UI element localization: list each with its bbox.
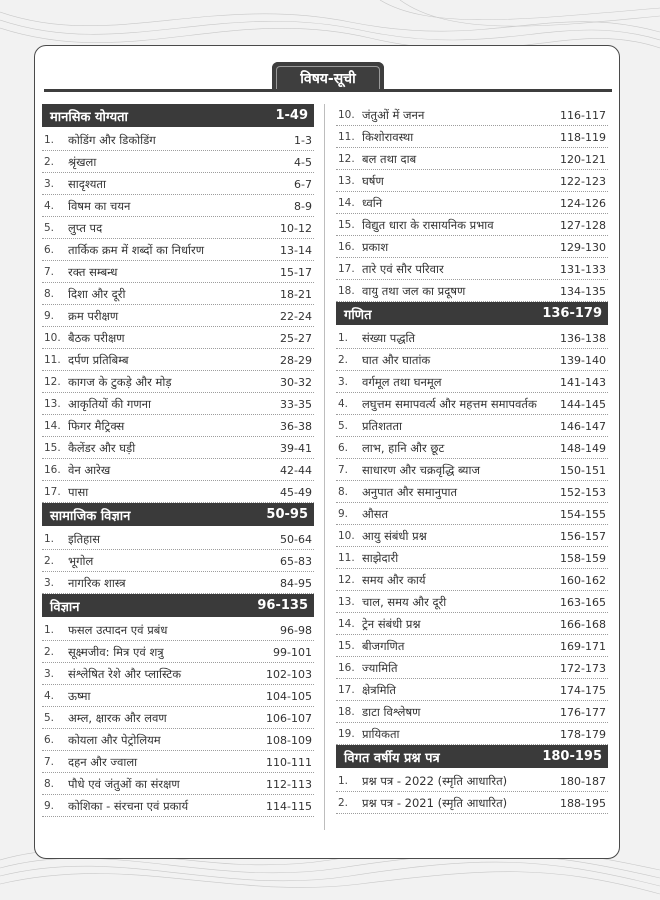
entry-pages: 102-103 [266, 667, 312, 681]
entry-number: 8. [44, 778, 55, 790]
entry-pages: 146-147 [560, 419, 606, 433]
entry-number: 17. [44, 486, 61, 498]
entry-number: 1. [338, 775, 349, 787]
section-page-range: 50-95 [266, 507, 308, 522]
section-heading [336, 302, 608, 325]
entry-pages: 112-113 [266, 777, 312, 791]
entry-title: वर्गमूल तथा घनमूल [362, 374, 442, 389]
toc-entry [336, 148, 608, 170]
entry-number: 4. [44, 690, 55, 702]
toc-entry [336, 214, 608, 236]
entry-number: 3. [338, 376, 349, 388]
entry-title: बल तथा दाब [362, 151, 417, 166]
entry-title: लघुत्तम समापवर्त्य और महत्तम समापवर्तक [362, 396, 537, 411]
toc-entry [336, 591, 608, 613]
entry-number: 12. [338, 574, 355, 586]
toc-entry [42, 283, 314, 305]
entry-pages: 172-173 [560, 661, 606, 675]
entry-title: क्षेत्रमिति [362, 682, 396, 697]
entry-title: औसत [362, 506, 389, 521]
entry-title: कोयला और पेट्रोलियम [68, 732, 161, 747]
toc-entry [336, 547, 608, 569]
entry-number: 9. [44, 310, 55, 322]
entry-pages: 84-95 [280, 576, 312, 590]
toc-entry [42, 437, 314, 459]
entry-pages: 150-151 [560, 463, 606, 477]
entry-number: 1. [338, 332, 349, 344]
entry-title: प्रश्न पत्र - 2021 (स्मृति आधारित) [362, 795, 508, 810]
entry-number: 1. [44, 533, 55, 545]
entry-pages: 152-153 [560, 485, 606, 499]
entry-title: प्रतिशतता [362, 418, 402, 433]
entry-title: घात और घातांक [362, 352, 431, 367]
entry-pages: 110-111 [266, 755, 312, 769]
toc-entry [42, 217, 314, 239]
entry-pages: 148-149 [560, 441, 606, 455]
entry-pages: 139-140 [560, 353, 606, 367]
entry-title: अनुपात और समानुपात [362, 484, 458, 499]
toc-entry [336, 170, 608, 192]
entry-title: डाटा विश्लेषण [362, 704, 421, 719]
entry-number: 18. [338, 285, 355, 297]
entry-title: भूगोल [68, 553, 94, 568]
entry-number: 16. [44, 464, 61, 476]
entry-pages: 114-115 [266, 799, 312, 813]
entry-number: 3. [44, 178, 55, 190]
left-column [42, 104, 314, 817]
entry-pages: 106-107 [266, 711, 312, 725]
toc-entry [336, 349, 608, 371]
entry-number: 13. [338, 175, 355, 187]
entry-number: 10. [338, 530, 355, 542]
toc-entry [336, 327, 608, 349]
toc-entry [42, 619, 314, 641]
toc-entry [336, 635, 608, 657]
entry-number: 9. [338, 508, 349, 520]
toc-entry [336, 613, 608, 635]
entry-pages: 178-179 [560, 727, 606, 741]
toc-entry [336, 770, 608, 792]
entry-pages: 30-32 [280, 375, 312, 389]
toc-entry [42, 349, 314, 371]
entry-pages: 108-109 [266, 733, 312, 747]
toc-entry [336, 569, 608, 591]
toc-entry [42, 129, 314, 151]
toc-entry [336, 657, 608, 679]
entry-title: ध्वनि [362, 195, 383, 210]
toc-entry [336, 503, 608, 525]
toc-entry [336, 371, 608, 393]
entry-title: दहन और ज्वाला [68, 754, 138, 769]
entry-title: प्रायिकता [362, 726, 400, 741]
entry-number: 3. [44, 668, 55, 680]
entry-pages: 136-138 [560, 331, 606, 345]
entry-title: रक्त सम्बन्ध [68, 264, 118, 279]
toc-entry [42, 151, 314, 173]
toc-entry [42, 528, 314, 550]
toc-entry [336, 525, 608, 547]
entry-number: 17. [338, 684, 355, 696]
entry-number: 19. [338, 728, 355, 740]
entry-pages: 10-12 [280, 221, 312, 235]
toc-entry [336, 679, 608, 701]
entry-title: वेन आरेख [68, 462, 111, 477]
toc-entry [42, 239, 314, 261]
entry-title: अम्ल, क्षारक और लवण [68, 710, 167, 725]
entry-number: 1. [44, 134, 55, 146]
entry-number: 11. [338, 131, 355, 143]
toc-entry [42, 305, 314, 327]
entry-number: 14. [338, 197, 355, 209]
entry-title: सादृश्यता [68, 176, 106, 191]
entry-title: पौधे एवं जंतुओं का संरक्षण [68, 776, 180, 791]
toc-entry [42, 795, 314, 817]
entry-number: 1. [44, 624, 55, 636]
entry-title: फिगर मैट्रिक्स [68, 418, 125, 433]
entry-number: 13. [44, 398, 61, 410]
entry-pages: 65-83 [280, 554, 312, 568]
entry-pages: 144-145 [560, 397, 606, 411]
toc-entry [336, 236, 608, 258]
entry-number: 12. [338, 153, 355, 165]
entry-title: ज्यामिति [362, 660, 398, 675]
entry-title: ऊष्मा [68, 688, 91, 703]
entry-title: प्रकाश [362, 239, 389, 254]
entry-number: 5. [44, 712, 55, 724]
entry-pages: 42-44 [280, 463, 312, 477]
entry-number: 15. [338, 640, 355, 652]
entry-title: चाल, समय और दूरी [362, 594, 447, 609]
entry-number: 10. [338, 109, 355, 121]
entry-title: पासा [68, 484, 89, 499]
entry-pages: 122-123 [560, 174, 606, 188]
toc-entry [336, 104, 608, 126]
entry-number: 13. [338, 596, 355, 608]
toc-entry [42, 773, 314, 795]
entry-title: नागरिक शास्त्र [68, 575, 126, 590]
toc-entry [336, 280, 608, 302]
entry-number: 7. [44, 756, 55, 768]
toc-entry [336, 701, 608, 723]
entry-title: तार्किक क्रम में शब्दों का निर्धारण [68, 242, 205, 257]
entry-pages: 96-98 [280, 623, 312, 637]
entry-number: 6. [44, 244, 55, 256]
title-rule [44, 89, 612, 92]
entry-title: विद्युत धारा के रासायनिक प्रभाव [362, 217, 494, 232]
entry-title: किशोरावस्था [362, 129, 414, 144]
toc-entry [42, 173, 314, 195]
entry-title: साधारण और चक्रवृद्धि ब्याज [362, 462, 480, 477]
entry-number: 16. [338, 662, 355, 674]
entry-pages: 45-49 [280, 485, 312, 499]
page-title: विषय-सूची [276, 66, 380, 90]
entry-number: 14. [44, 420, 61, 432]
entry-pages: 166-168 [560, 617, 606, 631]
entry-title: वायु तथा जल का प्रदूषण [362, 283, 466, 298]
entry-number: 7. [338, 464, 349, 476]
entry-pages: 4-5 [294, 155, 312, 169]
entry-pages: 15-17 [280, 265, 312, 279]
toc-entry [42, 707, 314, 729]
entry-number: 4. [338, 398, 349, 410]
entry-number: 3. [44, 577, 55, 589]
entry-number: 10. [44, 332, 61, 344]
entry-number: 2. [44, 555, 55, 567]
entry-title: बैठक परीक्षण [68, 330, 125, 345]
entry-title: लुप्त पद [68, 220, 103, 235]
toc-entry [336, 415, 608, 437]
toc-entry [42, 393, 314, 415]
section-page-range: 96-135 [257, 598, 308, 613]
column-divider [324, 104, 325, 830]
entry-pages: 118-119 [560, 130, 606, 144]
entry-pages: 36-38 [280, 419, 312, 433]
entry-number: 2. [338, 354, 349, 366]
entry-pages: 129-130 [560, 240, 606, 254]
entry-number: 8. [44, 288, 55, 300]
entry-title: साझेदारी [362, 550, 399, 565]
toc-entry [42, 327, 314, 349]
entry-pages: 156-157 [560, 529, 606, 543]
entry-number: 16. [338, 241, 355, 253]
entry-title: दर्पण प्रतिबिम्ब [68, 352, 129, 367]
entry-pages: 50-64 [280, 532, 312, 546]
toc-entry [42, 261, 314, 283]
toc-entry [42, 195, 314, 217]
entry-pages: 134-135 [560, 284, 606, 298]
section-title: सामाजिक विज्ञान [50, 508, 131, 524]
entry-title: दिशा और दूरी [68, 286, 126, 301]
entry-title: इतिहास [68, 531, 101, 546]
toc-entry [42, 641, 314, 663]
entry-pages: 154-155 [560, 507, 606, 521]
section-page-range: 136-179 [542, 306, 602, 321]
entry-pages: 6-7 [294, 177, 312, 191]
entry-pages: 160-162 [560, 573, 606, 587]
section-title: मानसिक योग्यता [50, 109, 128, 125]
entry-pages: 127-128 [560, 218, 606, 232]
toc-entry [336, 258, 608, 280]
entry-number: 6. [338, 442, 349, 454]
entry-pages: 8-9 [294, 199, 312, 213]
toc-entry [42, 685, 314, 707]
toc-entry [336, 792, 608, 814]
entry-title: क्रम परीक्षण [68, 308, 119, 323]
entry-title: संश्लेषित रेशे और प्लास्टिक [68, 666, 182, 681]
toc-entry [42, 729, 314, 751]
entry-title: सूक्ष्मजीव: मित्र एवं शत्रु [68, 644, 164, 659]
toc-entry [336, 459, 608, 481]
entry-pages: 131-133 [560, 262, 606, 276]
entry-title: जंतुओं में जनन [362, 107, 425, 122]
entry-pages: 188-195 [560, 796, 606, 810]
entry-number: 2. [44, 156, 55, 168]
toc-entry [42, 371, 314, 393]
section-title: गणित [344, 307, 372, 323]
entry-pages: 116-117 [560, 108, 606, 122]
entry-pages: 141-143 [560, 375, 606, 389]
section-heading [42, 503, 314, 526]
entry-pages: 39-41 [280, 441, 312, 455]
entry-number: 5. [44, 222, 55, 234]
toc-entry [336, 126, 608, 148]
entry-pages: 180-187 [560, 774, 606, 788]
entry-number: 12. [44, 376, 61, 388]
toc-entry [336, 393, 608, 415]
section-heading [42, 104, 314, 127]
entry-title: लाभ, हानि और छूट [362, 440, 445, 455]
entry-pages: 120-121 [560, 152, 606, 166]
toc-entry [42, 459, 314, 481]
entry-title: तारे एवं सौर परिवार [362, 261, 444, 276]
entry-number: 18. [338, 706, 355, 718]
toc-entry [336, 437, 608, 459]
entry-pages: 176-177 [560, 705, 606, 719]
entry-pages: 104-105 [266, 689, 312, 703]
entry-title: आयु संबंधी प्रश्न [362, 528, 427, 543]
entry-pages: 18-21 [280, 287, 312, 301]
toc-entry [336, 192, 608, 214]
toc-entry [42, 572, 314, 594]
section-page-range: 180-195 [542, 749, 602, 764]
entry-pages: 174-175 [560, 683, 606, 697]
entry-number: 6. [44, 734, 55, 746]
entry-pages: 1-3 [294, 133, 312, 147]
entry-number: 7. [44, 266, 55, 278]
entry-pages: 99-101 [273, 645, 312, 659]
entry-number: 15. [338, 219, 355, 231]
section-heading [42, 594, 314, 617]
toc-entry [336, 723, 608, 745]
entry-title: फसल उत्पादन एवं प्रबंध [68, 622, 168, 637]
entry-title: कोशिका - संरचना एवं प्रकार्य [68, 798, 189, 813]
right-column [336, 104, 608, 814]
entry-pages: 169-171 [560, 639, 606, 653]
entry-pages: 28-29 [280, 353, 312, 367]
entry-number: 11. [44, 354, 61, 366]
section-page-range: 1-49 [275, 108, 308, 123]
section-heading [336, 745, 608, 768]
entry-number: 11. [338, 552, 355, 564]
entry-pages: 158-159 [560, 551, 606, 565]
entry-number: 9. [44, 800, 55, 812]
entry-title: प्रश्न पत्र - 2022 (स्मृति आधारित) [362, 773, 508, 788]
entry-pages: 13-14 [280, 243, 312, 257]
entry-title: कोडिंग और डिकोडिंग [68, 132, 156, 147]
entry-title: कैलेंडर और घड़ी [68, 440, 136, 455]
entry-pages: 25-27 [280, 331, 312, 345]
entry-pages: 124-126 [560, 196, 606, 210]
entry-title: आकृतियों की गणना [68, 396, 152, 411]
toc-entry [42, 550, 314, 572]
toc-title-tab [272, 62, 384, 90]
entry-title: संख्या पद्धति [362, 330, 416, 345]
entry-title: विषम का चयन [68, 198, 131, 213]
entry-title: समय और कार्य [362, 572, 426, 587]
entry-title: कागज के टुकड़े और मोड़ [68, 374, 172, 389]
toc-entry [42, 481, 314, 503]
entry-number: 14. [338, 618, 355, 630]
toc-entry [42, 663, 314, 685]
entry-title: ट्रेन संबंधी प्रश्न [362, 616, 421, 631]
entry-pages: 33-35 [280, 397, 312, 411]
toc-entry [336, 481, 608, 503]
section-title: विगत वर्षीय प्रश्न पत्र [344, 750, 440, 766]
entry-number: 2. [338, 797, 349, 809]
entry-title: घर्षण [362, 173, 384, 188]
toc-entry [42, 415, 314, 437]
entry-pages: 22-24 [280, 309, 312, 323]
entry-number: 17. [338, 263, 355, 275]
section-title: विज्ञान [50, 599, 80, 615]
entry-pages: 163-165 [560, 595, 606, 609]
entry-number: 15. [44, 442, 61, 454]
entry-number: 2. [44, 646, 55, 658]
entry-title: श्रृंखला [68, 154, 97, 169]
entry-number: 5. [338, 420, 349, 432]
entry-number: 4. [44, 200, 55, 212]
toc-entry [42, 751, 314, 773]
entry-number: 8. [338, 486, 349, 498]
entry-title: बीजगणित [362, 638, 405, 653]
